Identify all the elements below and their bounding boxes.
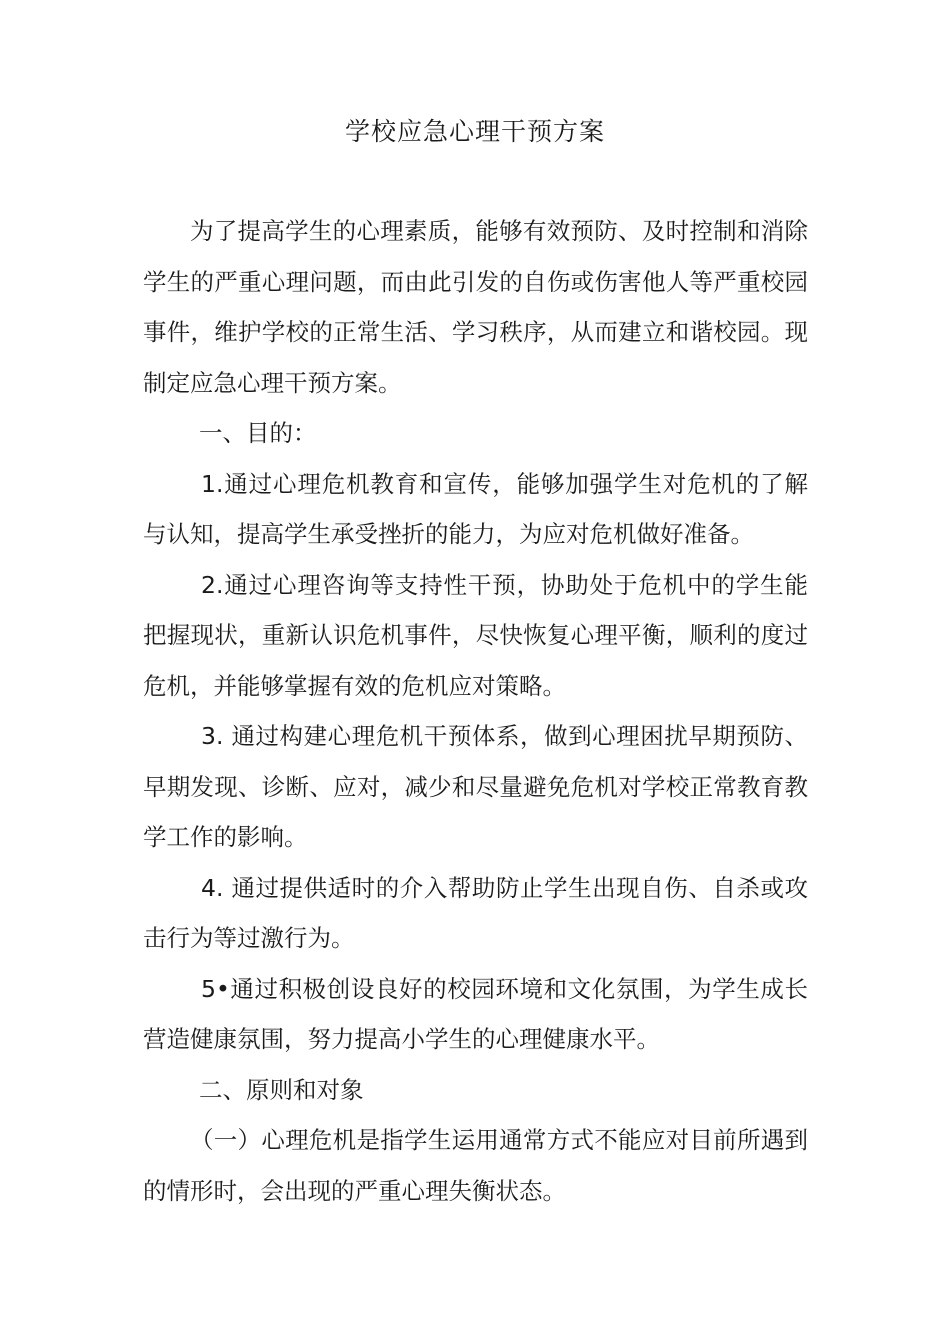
- purpose-item-2: 2.通过心理咨询等支持性干预，协助处于危机中的学生能把握现状，重新认识危机事件，尽快恢复心理平衡，顺利的度过危机，并能够掌握有效的危机应对策略。: [143, 570, 808, 700]
- purpose-item-4: 4. 通过提供适时的介入帮助防止学生出现自伤、自杀或攻击行为等过激行为。: [143, 873, 808, 952]
- document-title: 学校应急心理干预方案: [344, 117, 605, 146]
- purpose-item-5: 5•通过积极创设良好的校园环境和文化氛围，为学生成长营造健康氛围，努力提高小学生的心理健康水平。: [143, 974, 808, 1053]
- document-body: [143, 206, 808, 1216]
- purpose-item-1: 1.通过心理危机教育和宣传，能够加强学生对危机的了解与认知，提高学生承受挫折的能力，为应对危机做好准备。: [143, 469, 808, 548]
- principle-item-1: （一）心理危机是指学生运用通常方式不能应对目前所遇到的情形时，会出现的严重心理失衡状态。: [143, 1126, 808, 1205]
- section-heading-principles: 二、原则和对象: [199, 1075, 364, 1104]
- section-heading-purpose: 一、目的：: [199, 419, 317, 447]
- purpose-item-3: 3. 通过构建心理危机干预体系，做到心理困扰早期预防、早期发现、诊断、应对，减少和尽量避免危机对学校正常教育教学工作的影响。: [143, 722, 808, 851]
- intro-paragraph: 为了提高学生的心理素质，能够有效预防、及时控制和消除学生的严重心理问题，而由此引发的自伤或伤害他人等严重校园事件，维护学校的正常生活、学习秩序，从而建立和谐校园。现制定应急心理干预方案。: [143, 217, 808, 397]
